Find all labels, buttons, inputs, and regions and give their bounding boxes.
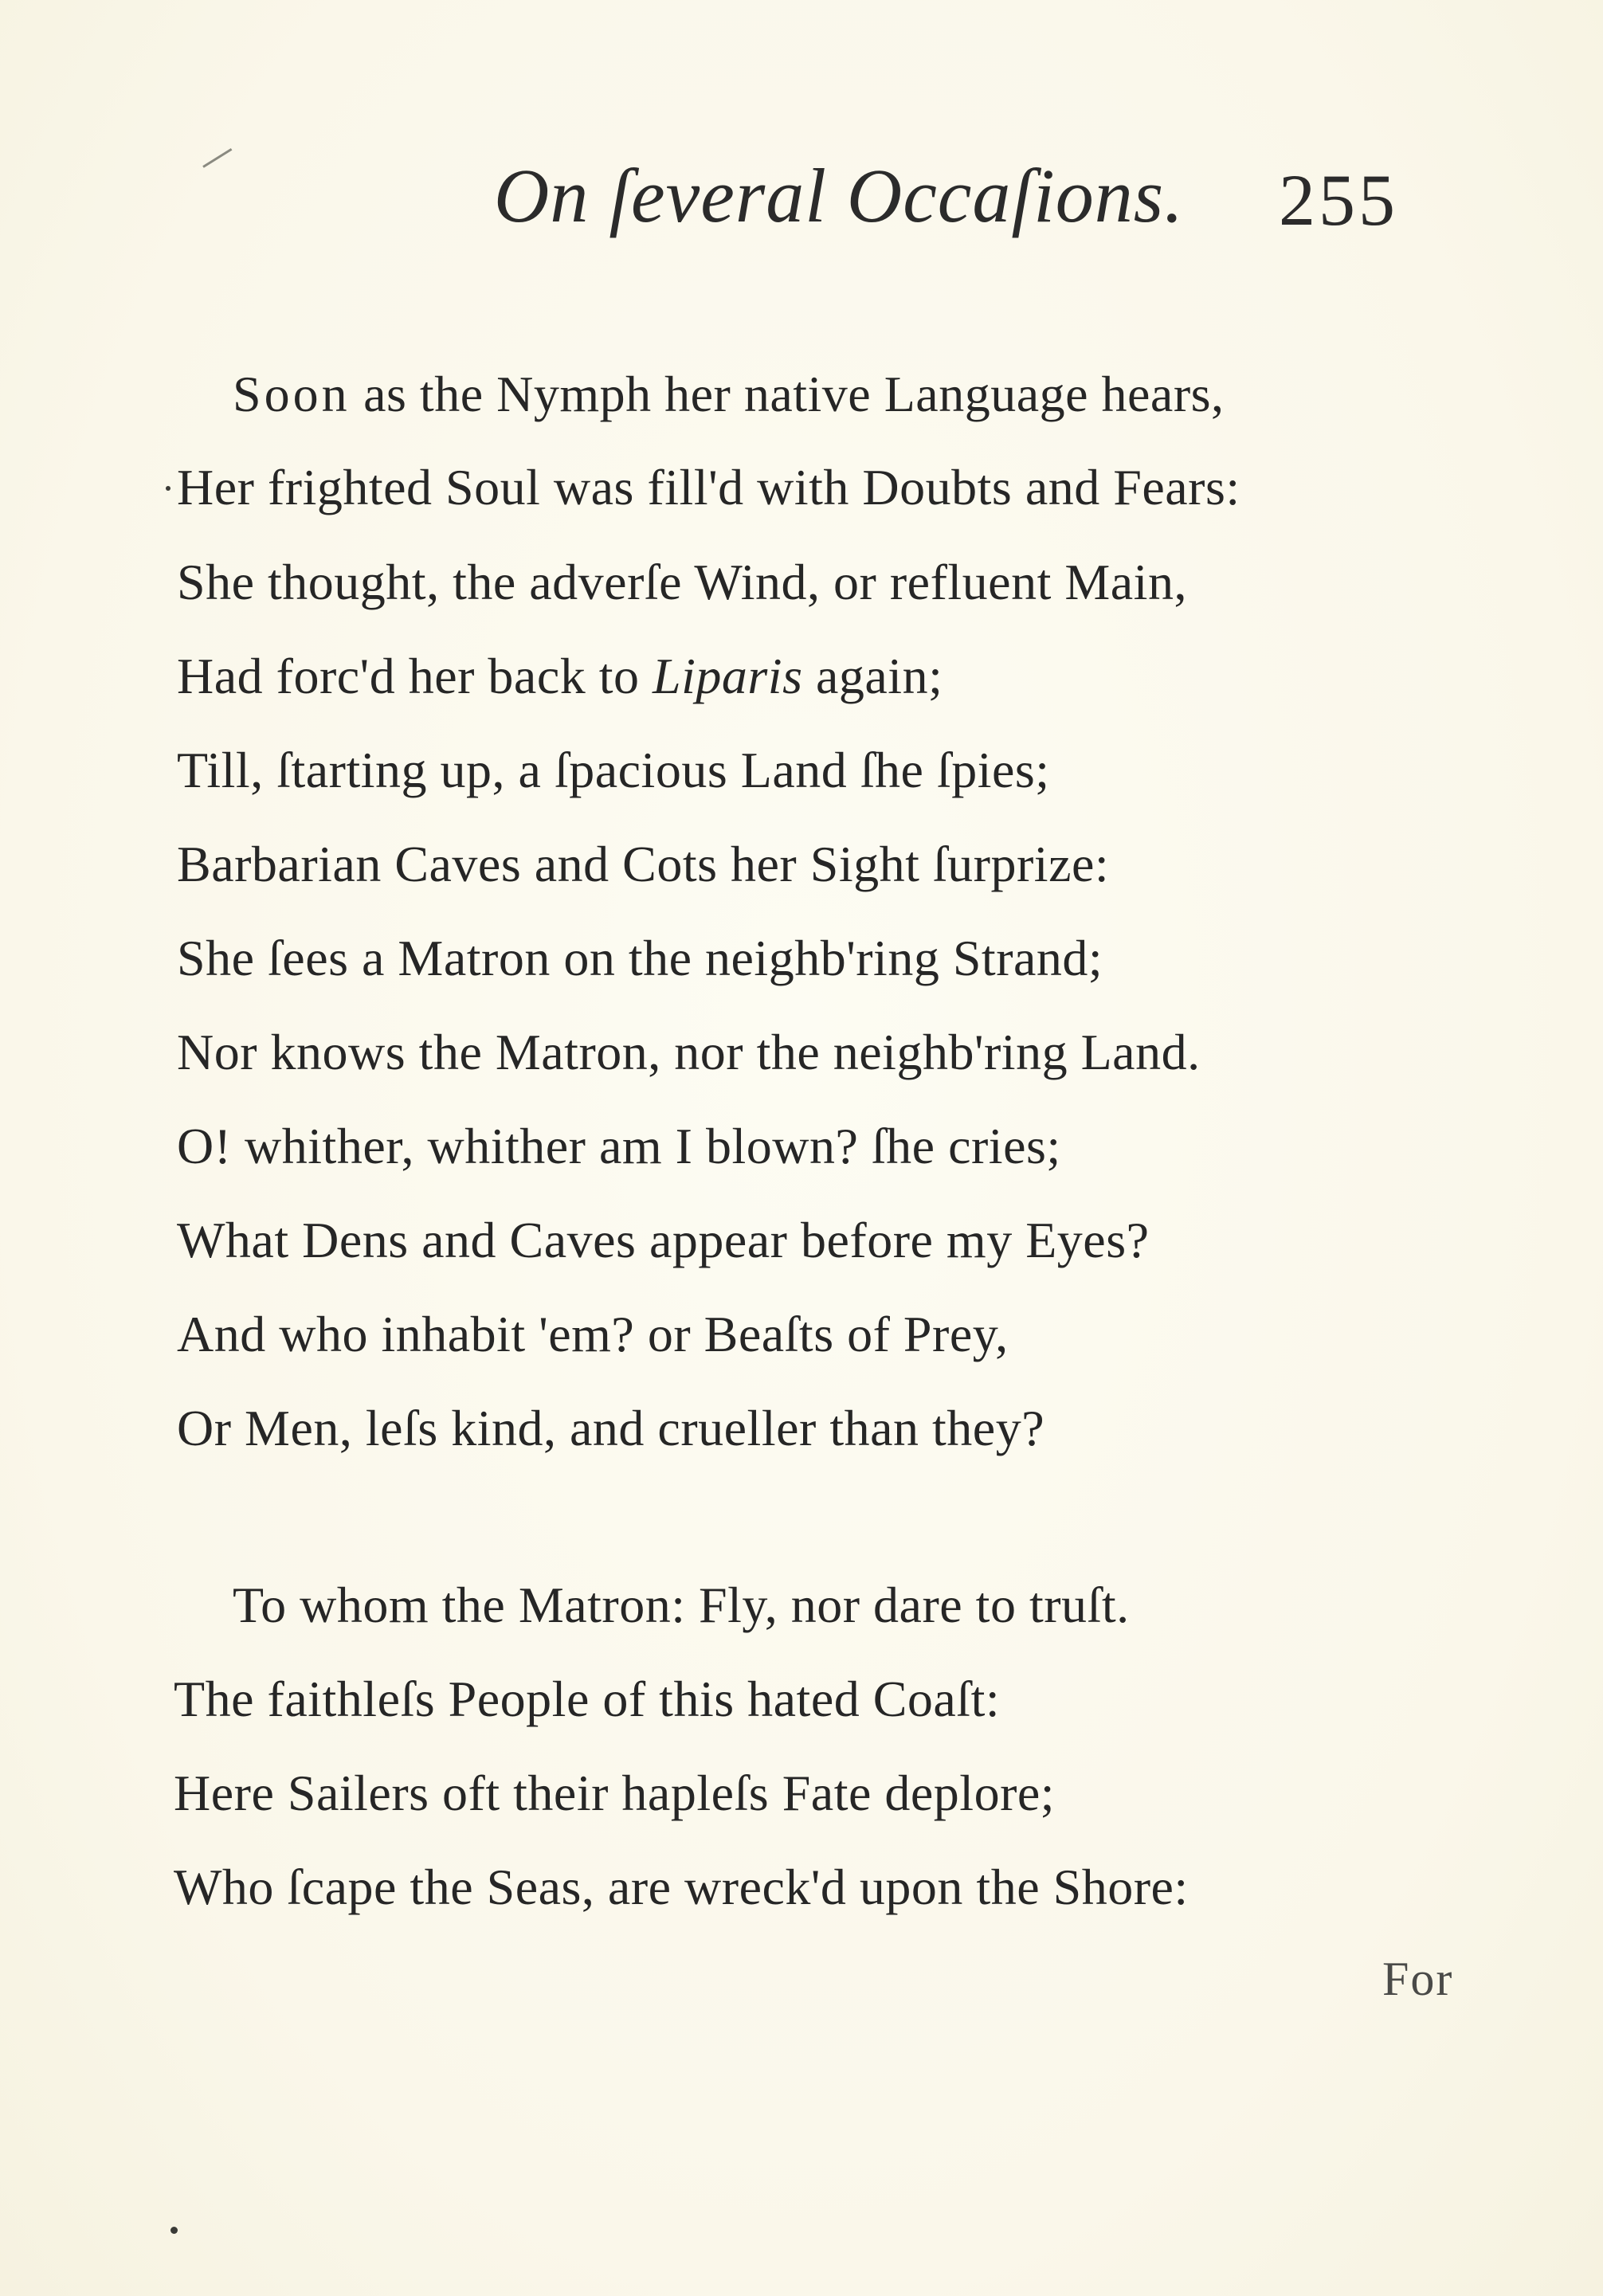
verse-line: Who ſcape the Seas, are wreck'd upon the Shore: [174, 1859, 1189, 1915]
verse-line: The faithleſs People of this hated Coaſt: [174, 1671, 1001, 1727]
ornament-tick [202, 148, 232, 168]
small-caps-opening: Soon [233, 366, 351, 422]
verse-line: She thought, the adverſe Wind, or refluent Main, [177, 554, 1187, 610]
verse-line: And who inhabit 'em? or Beaſts of Prey, [177, 1306, 1009, 1362]
ink-speck [170, 2227, 178, 2234]
verse-line: Nor knows the Matron, nor the neighb'ring Land. [177, 1024, 1201, 1080]
verse-line: Had forc'd her back to Liparis again; [177, 648, 943, 704]
verse-line: Till, ſtarting up, a ſpacious Land ſhe ſpies; [177, 742, 1050, 798]
verse-line: Barbarian Caves and Cots her Sight ſurprize: [177, 836, 1110, 892]
ink-speck [166, 486, 170, 491]
catchword: For [1382, 1953, 1454, 2005]
verse-line: O! whither, whither am I blown? ſhe cries; [177, 1118, 1061, 1174]
verse-line: Soon as the Nymph her native Language hears, [233, 366, 1225, 422]
verse-line: What Dens and Caves appear before my Eyes? [177, 1212, 1150, 1268]
running-title: On ſeveral Occaſions. [494, 153, 1185, 238]
verse-line: Her frighted Soul was fill'd with Doubts and Fears: [177, 459, 1240, 515]
italic-place-name: Liparis [653, 648, 803, 704]
verse-line: She ſees a Matron on the neighb'ring Strand; [177, 930, 1103, 986]
verse-line: Or Men, leſs kind, and crueller than they? [177, 1400, 1045, 1456]
page-number: 255 [1279, 159, 1398, 241]
verse-line: Here Sailers oft their hapleſs Fate deplore; [174, 1765, 1056, 1821]
running-head [0, 135, 1603, 247]
verse-line: To whom the Matron: Fly, nor dare to truſt. [233, 1577, 1130, 1633]
